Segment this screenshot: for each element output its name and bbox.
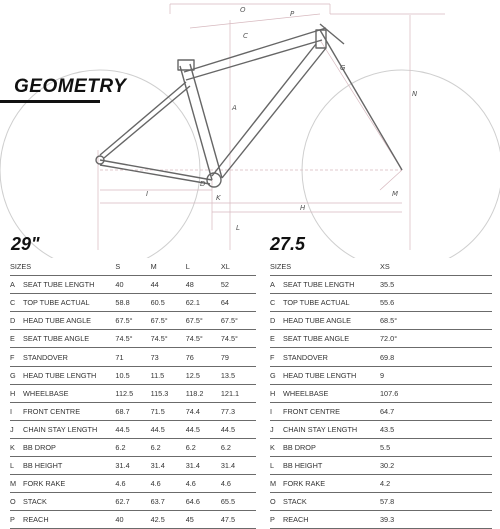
row-value: 62.1 [186, 294, 221, 312]
row-label: HEAD TUBE LENGTH [283, 366, 380, 384]
row-letter: D [10, 312, 23, 330]
table-row [270, 348, 492, 366]
geometry-table-29 [10, 258, 256, 529]
row-letter: K [270, 438, 283, 456]
table-row [10, 511, 256, 529]
row-value: 4.6 [221, 475, 256, 493]
row-letter: M [270, 475, 283, 493]
row-value: 63.7 [151, 493, 186, 511]
row-value: 71 [115, 348, 150, 366]
row-value: 121.1 [221, 384, 256, 402]
row-letter: A [270, 276, 283, 294]
row-value: 6.2 [151, 438, 186, 456]
row-label: FRONT CENTRE [283, 402, 380, 420]
row-label: BB DROP [283, 438, 380, 456]
table-row [270, 312, 492, 330]
dimension-letters [146, 6, 418, 232]
table-row [10, 420, 256, 438]
dim-label: M [392, 190, 399, 198]
row-label: TOP TUBE ACTUAL [283, 294, 380, 312]
row-value: 69.8 [380, 348, 492, 366]
row-letter: G [10, 366, 23, 384]
row-value: 4.2 [380, 475, 492, 493]
row-value: 47.5 [221, 511, 256, 529]
row-value: 40 [115, 276, 150, 294]
row-letter: F [270, 348, 283, 366]
row-label: WHEELBASE [283, 384, 380, 402]
table-row [10, 366, 256, 384]
row-value: 79 [221, 348, 256, 366]
row-value: 4.6 [115, 475, 150, 493]
row-value: 67.5° [151, 312, 186, 330]
row-letter: P [270, 511, 283, 529]
table-row [270, 438, 492, 456]
row-value: 11.5 [151, 366, 186, 384]
wheel-29-title: 29" [11, 234, 40, 254]
table-row [10, 312, 256, 330]
row-value: 71.5 [151, 402, 186, 420]
geometry-table-27-5 [270, 258, 492, 529]
row-letter: A [10, 276, 23, 294]
table-row [270, 420, 492, 438]
row-value: 74.4 [186, 402, 221, 420]
dim-label: O [240, 6, 246, 14]
row-value: 4.6 [186, 475, 221, 493]
dim-label: L [236, 224, 240, 232]
row-label: CHAIN STAY LENGTH [23, 420, 115, 438]
row-value: 115.3 [151, 384, 186, 402]
row-value: 48 [186, 276, 221, 294]
row-value: 62.7 [115, 493, 150, 511]
row-value: 52 [221, 276, 256, 294]
row-value: 43.5 [380, 420, 492, 438]
table-row [270, 276, 492, 294]
row-value: 76 [186, 348, 221, 366]
dim-label: C [243, 32, 248, 40]
row-label: STANDOVER [283, 348, 380, 366]
table-row [10, 276, 256, 294]
row-label: BB HEIGHT [283, 457, 380, 475]
row-letter: J [270, 420, 283, 438]
bike-frame-drawing [0, 0, 500, 258]
table-row [10, 384, 256, 402]
row-label: BB DROP [23, 438, 115, 456]
row-value: 112.5 [115, 384, 150, 402]
row-value: 72.0° [380, 330, 492, 348]
dim-label: G [340, 64, 346, 72]
row-value: 74.5° [186, 330, 221, 348]
row-value: 31.4 [221, 457, 256, 475]
row-label: REACH [283, 511, 380, 529]
table-row [270, 457, 492, 475]
row-letter: L [270, 457, 283, 475]
row-label: SEAT TUBE ANGLE [283, 330, 380, 348]
row-value: 74.5° [115, 330, 150, 348]
row-value: 57.8 [380, 493, 492, 511]
row-label: STANDOVER [23, 348, 115, 366]
row-label: SEAT TUBE LENGTH [283, 276, 380, 294]
row-label: BB HEIGHT [23, 457, 115, 475]
row-value: 30.2 [380, 457, 492, 475]
size-header: M [151, 258, 186, 276]
row-value: 64.6 [186, 493, 221, 511]
row-value: 6.2 [186, 438, 221, 456]
dim-label: A [232, 104, 237, 112]
row-letter: C [10, 294, 23, 312]
sizes-header-label: SIZES [10, 258, 115, 276]
row-value: 73 [151, 348, 186, 366]
table-row [270, 384, 492, 402]
row-value: 12.5 [186, 366, 221, 384]
row-letter: I [10, 402, 23, 420]
row-value: 67.5° [186, 312, 221, 330]
front-wheel [302, 70, 500, 258]
dim-label: N [412, 90, 418, 98]
dim-label: P [290, 10, 295, 18]
row-value: 68.5° [380, 312, 492, 330]
row-letter: K [10, 438, 23, 456]
row-letter: H [10, 384, 23, 402]
dim-label: I [146, 190, 149, 198]
row-value: 4.6 [151, 475, 186, 493]
table-row [270, 330, 492, 348]
dimension-lines [98, 4, 445, 250]
bike-frame [96, 24, 402, 187]
row-value: 107.6 [380, 384, 492, 402]
row-value: 118.2 [186, 384, 221, 402]
row-label: WHEELBASE [23, 384, 115, 402]
row-value: 6.2 [221, 438, 256, 456]
row-letter: M [10, 475, 23, 493]
row-letter: J [10, 420, 23, 438]
row-letter: L [10, 457, 23, 475]
size-header: L [186, 258, 221, 276]
table-row [10, 402, 256, 420]
dim-label: K [216, 194, 221, 202]
table-row [270, 366, 492, 384]
row-letter: E [10, 330, 23, 348]
size-header: XL [221, 258, 256, 276]
row-value: 55.6 [380, 294, 492, 312]
row-label: STACK [283, 493, 380, 511]
sizes-header-label: SIZES [270, 258, 380, 276]
row-value: 31.4 [151, 457, 186, 475]
row-value: 31.4 [115, 457, 150, 475]
row-value: 44.5 [151, 420, 186, 438]
row-label: CHAIN STAY LENGTH [283, 420, 380, 438]
row-label: FRONT CENTRE [23, 402, 115, 420]
row-value: 44 [151, 276, 186, 294]
row-value: 64 [221, 294, 256, 312]
row-letter: G [270, 366, 283, 384]
table-row [10, 493, 256, 511]
row-value: 39.3 [380, 511, 492, 529]
row-value: 9 [380, 366, 492, 384]
row-letter: E [270, 330, 283, 348]
row-label: HEAD TUBE ANGLE [23, 312, 115, 330]
row-label: HEAD TUBE LENGTH [23, 366, 115, 384]
row-value: 31.4 [186, 457, 221, 475]
row-value: 6.2 [115, 438, 150, 456]
geometry-table-27-5-body [270, 258, 492, 529]
table-row [270, 511, 492, 529]
row-value: 44.5 [115, 420, 150, 438]
row-letter: C [270, 294, 283, 312]
row-label: HEAD TUBE ANGLE [283, 312, 380, 330]
table-row [10, 294, 256, 312]
row-letter: P [10, 511, 23, 529]
row-label: SEAT TUBE LENGTH [23, 276, 115, 294]
dim-label: D [200, 180, 206, 188]
table-row [270, 294, 492, 312]
geometry-title-underline [0, 100, 100, 103]
table-row [10, 348, 256, 366]
row-letter: O [10, 493, 23, 511]
row-value: 60.5 [151, 294, 186, 312]
table-row [10, 475, 256, 493]
table-row [270, 475, 492, 493]
row-value: 10.5 [115, 366, 150, 384]
row-value: 67.5° [221, 312, 256, 330]
row-value: 45 [186, 511, 221, 529]
row-value: 5.5 [380, 438, 492, 456]
row-letter: O [270, 493, 283, 511]
row-letter: I [270, 402, 283, 420]
table-row [270, 493, 492, 511]
row-label: REACH [23, 511, 115, 529]
row-letter: H [270, 384, 283, 402]
row-label: FORK RAKE [23, 475, 115, 493]
row-value: 67.5° [115, 312, 150, 330]
table-row [10, 330, 256, 348]
row-value: 58.8 [115, 294, 150, 312]
row-value: 74.5° [221, 330, 256, 348]
table-row [10, 457, 256, 475]
size-header: XS [380, 258, 492, 276]
row-label: TOP TUBE ACTUAL [23, 294, 115, 312]
geometry-table-29-body [10, 258, 256, 529]
dim-label: H [300, 204, 306, 212]
row-value: 44.5 [186, 420, 221, 438]
row-value: 44.5 [221, 420, 256, 438]
row-label: SEAT TUBE ANGLE [23, 330, 115, 348]
table-header-row [270, 258, 492, 276]
row-value: 40 [115, 511, 150, 529]
row-letter: D [270, 312, 283, 330]
row-value: 13.5 [221, 366, 256, 384]
row-label: FORK RAKE [283, 475, 380, 493]
bike-geometry-diagram [0, 0, 500, 258]
row-value: 42.5 [151, 511, 186, 529]
row-value: 74.5° [151, 330, 186, 348]
table-row [10, 438, 256, 456]
table-header-row [10, 258, 256, 276]
wheel-27-5-title: 27.5 [270, 234, 306, 254]
row-value: 68.7 [115, 402, 150, 420]
row-value: 65.5 [221, 493, 256, 511]
row-letter: F [10, 348, 23, 366]
row-value: 35.5 [380, 276, 492, 294]
geometry-title: GEOMETRY [14, 76, 127, 97]
size-header: S [115, 258, 150, 276]
row-value: 64.7 [380, 402, 492, 420]
row-label: STACK [23, 493, 115, 511]
row-value: 77.3 [221, 402, 256, 420]
table-row [270, 402, 492, 420]
